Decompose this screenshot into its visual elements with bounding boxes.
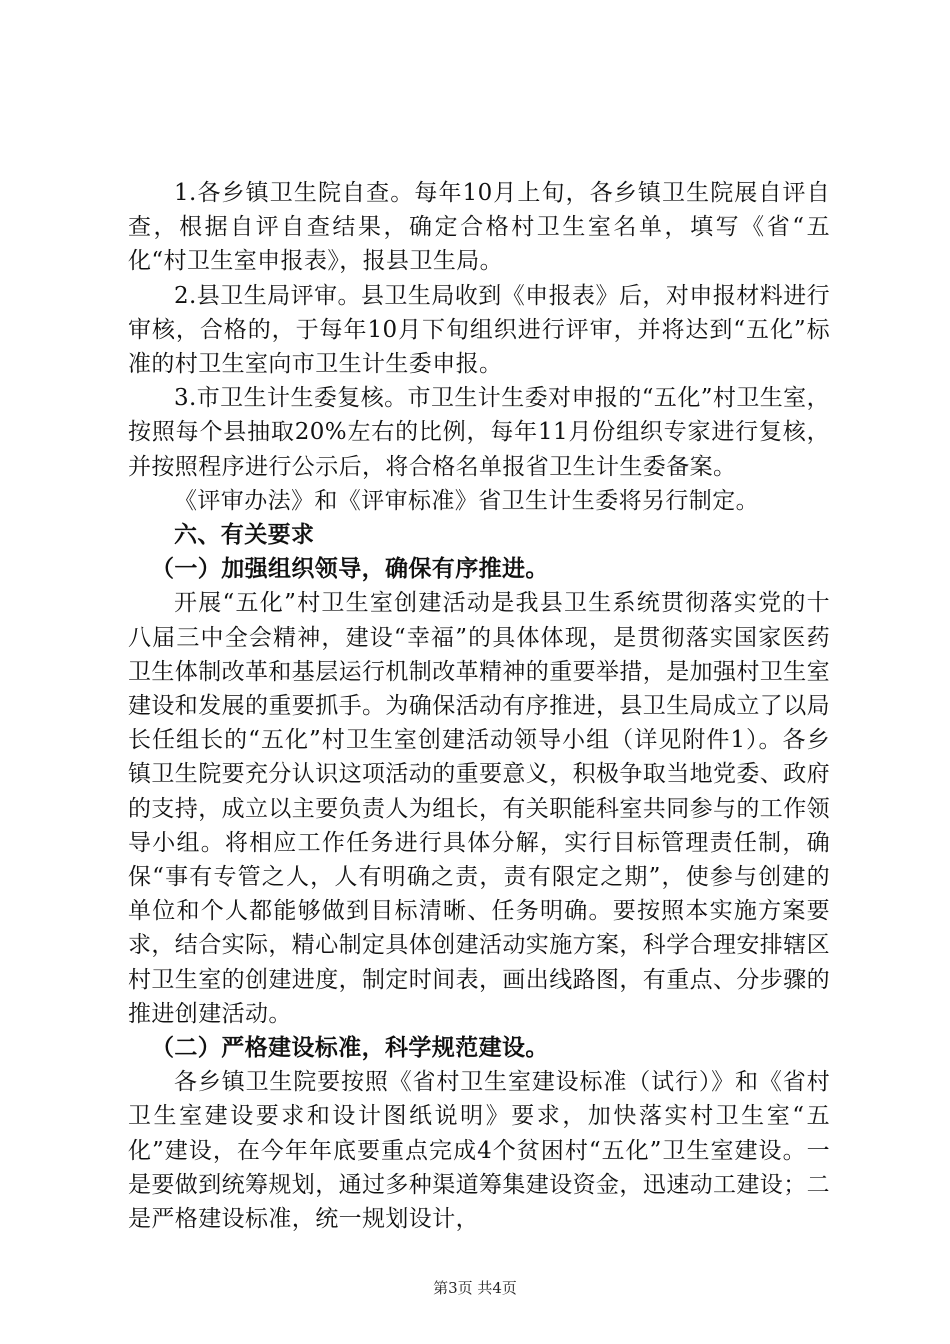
- page-footer: 第3页 共4页: [433, 1279, 517, 1297]
- paragraph-step-2: 2.县卫生局评审。县卫生局收到《申报表》后，对申报材料进行审核，合格的，于每年10月下旬组织进行评审，并将达到“五化”标准的村卫生室向市卫生计生委申报。: [128, 282, 830, 378]
- paragraph-step-3: 3.市卫生计生委复核。市卫生计生委对申报的“五化”村卫生室，按照每个县抽取20%左右的比例，每年11月份组织专家进行复核，并按照程序进行公示后，将合格名单报省卫生计生委备案。: [128, 385, 830, 480]
- subsection-heading-organization: （一）加强组织领导，确保有序推进。: [151, 555, 549, 583]
- paragraph-organization: 开展“五化”村卫生室创建活动是我县卫生系统贯彻落实党的十八届三中全会精神，建设“幸福”的具体体现，是贯彻落实国家医药卫生体制改革和基层运行机制改革精神的重要举措，是加强村卫生室建设和发展的重要抓手。为确保活动有序推进，县卫生局成立了以局长任组长的“五化”村卫生室创建活动领导小组（详见附件1）。各乡镇卫生院要充分认识这项活动的重要意义，积极争取当地党委、政府的支持，成立以主要负责人为组长，有关职能科室共同参与的工作领导小组。将相应工作任务进行具体分解，实行目标管理责任制，确保“事有专管之人，人有明确之责，责有限定之期”，使参与创建的单位和个人都能够做到目标清晰、任务明确。要按照本实施方案要求，结合实际，精心制定具体创建活动实施方案，科学合理安排辖区村卫生室的创建进度，制定时间表，画出线路图，有重点、分步骤的推进创建活动。: [128, 590, 830, 1027]
- section-heading-requirements: 六、有关要求: [174, 521, 315, 549]
- paragraph-step-1: 1.各乡镇卫生院自查。每年10月上旬，各乡镇卫生院展自评自查，根据自评自查结果，确定合格村卫生室名单，填写《省“五化“村卫生室申报表》，报县卫生局。: [128, 180, 830, 275]
- document-body: [128, 176, 830, 1236]
- paragraph-review-note: 《评审办法》和《评审标准》省卫生计生委将另行制定。: [174, 487, 759, 514]
- subsection-heading-standards: （二）严格建设标准，科学规范建设。: [151, 1034, 549, 1062]
- paragraph-standards: 各乡镇卫生院要按照《省村卫生室建设标准（试行）》和《省村卫生室建设要求和设计图纸说明》要求，加快落实村卫生室“五化”建设，在今年年底要重点完成4个贫困村“五化”卫生室建设。一是要做到统筹规划，通过多种渠道筹集建设资金，迅速动工建设；二是严格建设标准，统一规划设计，: [128, 1069, 830, 1233]
